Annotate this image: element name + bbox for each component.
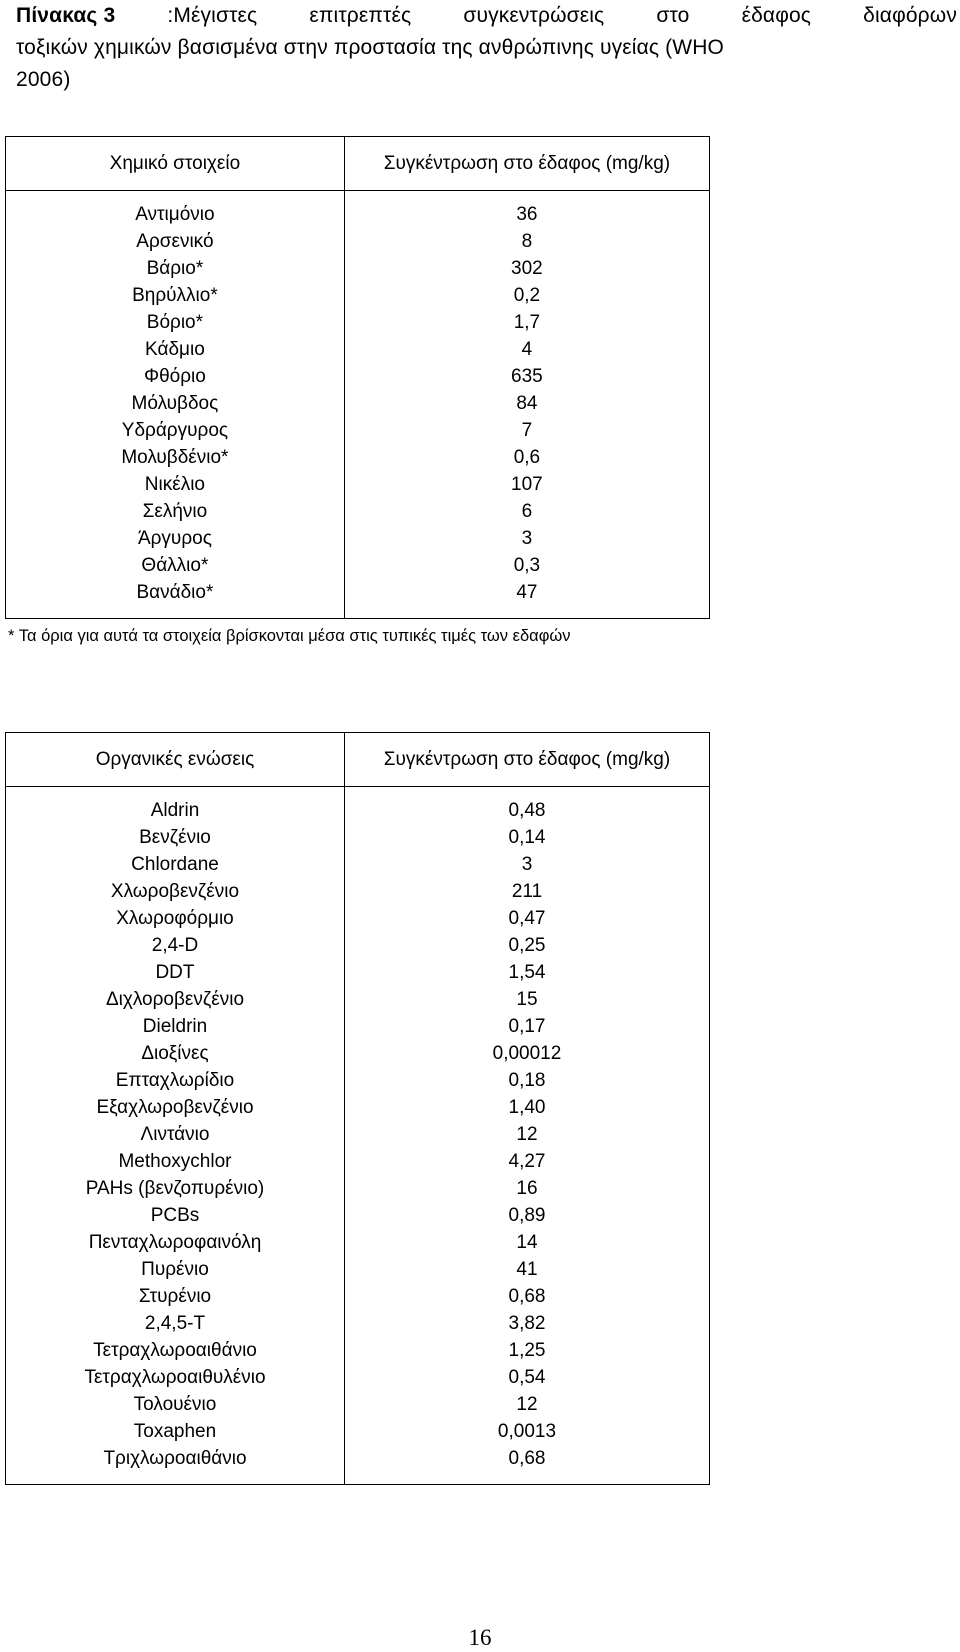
cell-value: 0,00012 bbox=[344, 1040, 709, 1067]
caption-line-2: τοξικών χημικών βασισμένα στην προστασία της ανθρώπινης υγείας (WHO bbox=[16, 36, 725, 59]
cell-value: 47 bbox=[344, 579, 709, 606]
cell-name: Διοξίνες bbox=[6, 1040, 345, 1067]
cell-name: Aldrin bbox=[6, 797, 345, 824]
cell-value: 211 bbox=[344, 878, 709, 905]
table-row bbox=[6, 851, 710, 878]
table-row bbox=[6, 390, 710, 417]
cell-value: 0,17 bbox=[344, 1013, 709, 1040]
table-row bbox=[6, 1364, 710, 1391]
cell-name: Βενζένιο bbox=[6, 824, 345, 851]
cell-name: Διχλοροβενζένιο bbox=[6, 986, 345, 1013]
cell-name: Λιντάνιο bbox=[6, 1121, 345, 1148]
cell-name: DDT bbox=[6, 959, 345, 986]
cell-name: Πυρένιο bbox=[6, 1256, 345, 1283]
table-row bbox=[6, 1337, 710, 1364]
cell-value: 635 bbox=[344, 363, 709, 390]
table-caption bbox=[16, 0, 960, 96]
cell-value: 4 bbox=[344, 336, 709, 363]
cell-name: Χλωροβενζένιο bbox=[6, 878, 345, 905]
cell-name: Θάλλιο* bbox=[6, 552, 345, 579]
cell-name: Chlordane bbox=[6, 851, 345, 878]
table-row bbox=[6, 228, 710, 255]
table-row bbox=[6, 905, 710, 932]
page-number: 16 bbox=[468, 1625, 492, 1650]
cell-name: Βανάδιο* bbox=[6, 579, 345, 606]
table-row bbox=[6, 1148, 710, 1175]
table-row bbox=[6, 1391, 710, 1418]
table-row bbox=[6, 579, 710, 606]
cell-name: Dieldrin bbox=[6, 1013, 345, 1040]
cell-name: Μόλυβδος bbox=[6, 390, 345, 417]
spacer-row bbox=[6, 191, 710, 202]
table-row bbox=[6, 1094, 710, 1121]
cell-value: 3 bbox=[344, 525, 709, 552]
cell-value: 3,82 bbox=[344, 1310, 709, 1337]
cell-name: Μολυβδένιο* bbox=[6, 444, 345, 471]
cell-name: Αρσενικό bbox=[6, 228, 345, 255]
cell-value: 0,89 bbox=[344, 1202, 709, 1229]
cell-value: 84 bbox=[344, 390, 709, 417]
table-row bbox=[6, 1256, 710, 1283]
caption-line-3: 2006) bbox=[16, 68, 71, 91]
cell-name: Βηρύλλιο* bbox=[6, 282, 345, 309]
cell-name: Πενταχλωροφαινόλη bbox=[6, 1229, 345, 1256]
table-row bbox=[6, 1445, 710, 1472]
table-row bbox=[6, 1418, 710, 1445]
cell-value: 15 bbox=[344, 986, 709, 1013]
cell-value: 6 bbox=[344, 498, 709, 525]
cell-name: Επταχλωρίδιο bbox=[6, 1067, 345, 1094]
cell-value: 0,68 bbox=[344, 1283, 709, 1310]
organic-table bbox=[5, 732, 710, 1485]
cell-name: Αντιμόνιο bbox=[6, 201, 345, 228]
spacer-row bbox=[6, 787, 710, 798]
table-row bbox=[6, 309, 710, 336]
column-header-element: Χημικό στοιχείο bbox=[6, 137, 345, 191]
spacer-row bbox=[6, 1472, 710, 1485]
cell-name: PCBs bbox=[6, 1202, 345, 1229]
cell-name: Τετραχλωροαιθυλένιο bbox=[6, 1364, 345, 1391]
cell-value: 0,6 bbox=[344, 444, 709, 471]
cell-name: Βόριο* bbox=[6, 309, 345, 336]
cell-value: 0,18 bbox=[344, 1067, 709, 1094]
cell-name: Τριχλωροαιθάνιο bbox=[6, 1445, 345, 1472]
cell-value: 12 bbox=[344, 1121, 709, 1148]
cell-name: Τετραχλωροαιθάνιο bbox=[6, 1337, 345, 1364]
table-row bbox=[6, 878, 710, 905]
cell-value: 1,54 bbox=[344, 959, 709, 986]
table-header-row bbox=[6, 733, 710, 787]
cell-name: Φθόριο bbox=[6, 363, 345, 390]
table-row bbox=[6, 363, 710, 390]
table-row bbox=[6, 417, 710, 444]
table-row bbox=[6, 959, 710, 986]
cell-name: Υδράργυρος bbox=[6, 417, 345, 444]
cell-value: 41 bbox=[344, 1256, 709, 1283]
cell-value: 7 bbox=[344, 417, 709, 444]
cell-value: 0,14 bbox=[344, 824, 709, 851]
cell-value: 0,54 bbox=[344, 1364, 709, 1391]
caption-word: :Μέγιστες bbox=[167, 4, 258, 27]
table-row bbox=[6, 1202, 710, 1229]
table-row bbox=[6, 1310, 710, 1337]
cell-value: 107 bbox=[344, 471, 709, 498]
table-row bbox=[6, 282, 710, 309]
table-row bbox=[6, 552, 710, 579]
column-header-compound: Οργανικές ενώσεις bbox=[6, 733, 345, 787]
spacer-row bbox=[6, 606, 710, 619]
table-row bbox=[6, 1040, 710, 1067]
cell-value: 14 bbox=[344, 1229, 709, 1256]
cell-value: 3 bbox=[344, 851, 709, 878]
cell-value: 0,25 bbox=[344, 932, 709, 959]
cell-value: 16 bbox=[344, 1175, 709, 1202]
table-row bbox=[6, 336, 710, 363]
table-row bbox=[6, 1229, 710, 1256]
caption-line-1 bbox=[16, 0, 957, 32]
cell-name: Άργυρος bbox=[6, 525, 345, 552]
caption-word: επιτρεπτές bbox=[309, 4, 412, 27]
cell-value: 8 bbox=[344, 228, 709, 255]
table-row bbox=[6, 498, 710, 525]
cell-name: Toxaphen bbox=[6, 1418, 345, 1445]
column-header-concentration: Συγκέντρωση στο έδαφος (mg/kg) bbox=[344, 137, 709, 191]
cell-value: 0,0013 bbox=[344, 1418, 709, 1445]
caption-word: συγκεντρώσεις bbox=[463, 4, 605, 27]
footnote: * Τα όρια για αυτά τα στοιχεία βρίσκονται μέσα στις τυπικές τιμές των εδαφών bbox=[8, 627, 571, 645]
inorganic-table bbox=[5, 136, 710, 619]
cell-value: 0,68 bbox=[344, 1445, 709, 1472]
cell-value: 12 bbox=[344, 1391, 709, 1418]
caption-word: διαφόρων bbox=[863, 4, 957, 27]
table-row bbox=[6, 1013, 710, 1040]
cell-name: Methoxychlor bbox=[6, 1148, 345, 1175]
table-row bbox=[6, 255, 710, 282]
table-row bbox=[6, 824, 710, 851]
table-row bbox=[6, 201, 710, 228]
cell-value: 1,25 bbox=[344, 1337, 709, 1364]
cell-name: PAHs (βενζοπυρένιο) bbox=[6, 1175, 345, 1202]
cell-name: Κάδμιο bbox=[6, 336, 345, 363]
cell-name: Στυρένιο bbox=[6, 1283, 345, 1310]
cell-value: 36 bbox=[344, 201, 709, 228]
cell-name: Βάριο* bbox=[6, 255, 345, 282]
cell-value: 302 bbox=[344, 255, 709, 282]
column-header-concentration: Συγκέντρωση στο έδαφος (mg/kg) bbox=[344, 733, 709, 787]
cell-name: Σελήνιο bbox=[6, 498, 345, 525]
table-row bbox=[6, 986, 710, 1013]
cell-name: Τολουένιο bbox=[6, 1391, 345, 1418]
cell-name: Νικέλιο bbox=[6, 471, 345, 498]
cell-value: 0,2 bbox=[344, 282, 709, 309]
cell-value: 0,3 bbox=[344, 552, 709, 579]
caption-word: στο bbox=[656, 4, 690, 27]
cell-value: 0,47 bbox=[344, 905, 709, 932]
table-row bbox=[6, 1067, 710, 1094]
table-row bbox=[6, 444, 710, 471]
cell-name: Εξαχλωροβενζένιο bbox=[6, 1094, 345, 1121]
table-row bbox=[6, 1175, 710, 1202]
table-header-row bbox=[6, 137, 710, 191]
cell-name: 2,4,5-T bbox=[6, 1310, 345, 1337]
cell-name: 2,4-D bbox=[6, 932, 345, 959]
table-row bbox=[6, 1121, 710, 1148]
caption-word: έδαφος bbox=[741, 4, 812, 27]
table-row bbox=[6, 932, 710, 959]
cell-value: 1,40 bbox=[344, 1094, 709, 1121]
table-row bbox=[6, 1283, 710, 1310]
cell-value: 1,7 bbox=[344, 309, 709, 336]
caption-label: Πίνακας 3 bbox=[16, 4, 116, 27]
table-row bbox=[6, 525, 710, 552]
table-row bbox=[6, 797, 710, 824]
cell-name: Χλωροφόρμιο bbox=[6, 905, 345, 932]
table-row bbox=[6, 471, 710, 498]
cell-value: 4,27 bbox=[344, 1148, 709, 1175]
cell-value: 0,48 bbox=[344, 797, 709, 824]
